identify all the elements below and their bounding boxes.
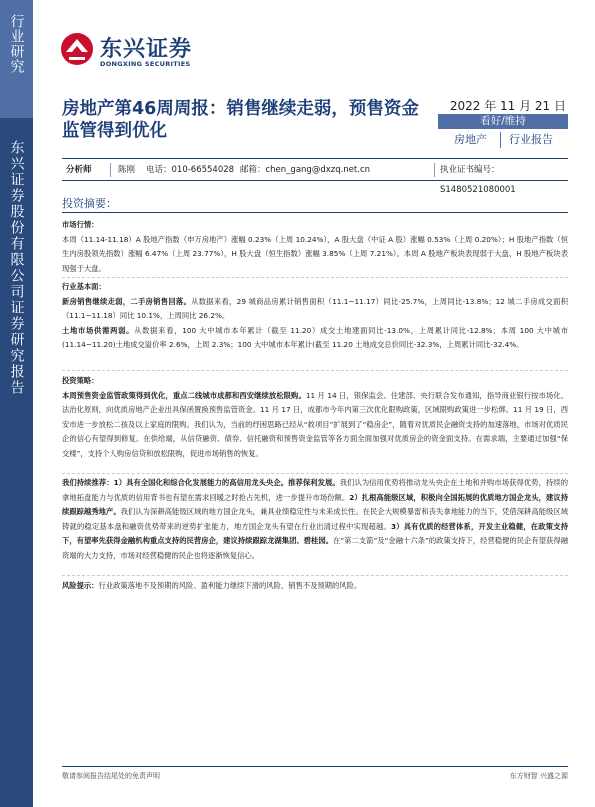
industry-heading: 行业基本面： <box>62 282 106 291</box>
company-logo <box>60 30 230 78</box>
analyst-label: 分析师 <box>66 165 92 175</box>
analyst-license: 执业证书编号：S1480521080001 <box>440 165 516 195</box>
industry-tag: 房地产 <box>454 133 487 146</box>
divider <box>62 180 568 181</box>
industry-p1-lead: 新房销售继续走弱，二手房销售回落。 <box>62 296 192 306</box>
sidebar-company-label: 东兴证券股份有限公司证券研究报告 <box>8 140 25 396</box>
risk-body: 行业政策落地不及预期的风险、盈利能力继续下滑的风险、销售不及预期的风险。 <box>98 581 362 590</box>
divider <box>62 277 568 278</box>
market-section <box>62 218 568 276</box>
sidebar-category-label: 行业研究 <box>8 14 25 74</box>
report-type-tag: 行业报告 <box>500 132 553 148</box>
analyst-phone: 电话：010-66554028 <box>146 165 235 175</box>
strategy-heading: 投资策略： <box>62 376 99 385</box>
rating-badge: 看好/维持 <box>438 114 568 129</box>
market-body: 本周（11.14-11.18）A 股地产指数（申万房地产）涨幅 0.23%（上周 10.24%），A 股大盘（中证 A 股）涨幅 0.53%（上周 0.20%）；H 股地产指数（恒生内房股领先指数）涨幅 6.47%（上周 23.77%），H 股大盘（恒生指数）涨幅 3.85%（上周 7.21%）。本周 A 股地产板块表现弱于大盘、H 股地产板块表现强于大盘。 <box>62 234 568 273</box>
industry-section <box>62 280 568 353</box>
divider <box>62 158 568 159</box>
industry-p1-text: 从数据来看，29 城商品房累计销售面积（11.1~11.17）同比-25.7%，上周同比-13.8%；12 城二手房成交面积（11.1~11.18）同比 10.1%，上周同比 26.2%。 <box>62 296 568 320</box>
industry-paragraph-2 <box>62 324 568 353</box>
strategy-paragraph <box>62 389 568 462</box>
strategy-section <box>62 374 568 461</box>
industry-p2-text: 从数据来看，100 大中城市本年累计（截至 11.20）成交土地建面同比-13.0%，上周累计同比-12.8%；本周 100 大中城市(11.14~11.20)土地成交溢价率 2.6%，上周 2.3%；100 大中城市本年累计(截至 11.20 土地成交总价同比-32.3%，上周累计同比-32.4%。 <box>62 325 568 349</box>
picks-paragraph <box>62 476 568 563</box>
risk-heading: 风险提示： <box>62 581 99 590</box>
divider <box>62 473 568 474</box>
picks-section <box>62 476 568 563</box>
divider <box>62 212 568 213</box>
footer-divider <box>62 766 568 767</box>
report-date: 2022 年 11 月 21 日 <box>449 99 566 113</box>
report-title: 房地产第46周周报：销售继续走弱，预售资金监管得到优化 <box>62 99 419 141</box>
strategy-lead: 本周预售资金监管政策得到优化，重点二线城市成都和西安继续放松限购。 <box>62 390 306 400</box>
picks-lead-1: 我们持续推荐：1）具有全国化和综合化发展能力的高信用龙头央企。推荐保利发展。 <box>62 478 340 487</box>
divider <box>62 575 568 576</box>
picks-text-3: 在“第二支箭”及“金融十六条”的政策支持下，经营稳健的民企有望获得融资端的大力支持，市场对经营稳健的民企也将逐渐恢复信心。 <box>62 536 568 560</box>
strategy-text: 11 月 14 日，银保监会、住建部、央行联合发布通知，指导商业银行按市场化、法治化原则，向优质房地产企业出具保函置换预售监管资金。11 月 17 日，成都市今年内第三次优化限购政策，区域限购政策进一步松绑。11 月 19 日，西安市进一步放松二孩及以上家庭的限购。我们认为，当前的纾困思路已经从“救项目”扩展到了“稳房企”，随着对优质民企融资支持的加速落地，市场对优质民企的信心有望得到修复。在供给端，从信贷融资、债券、信托融资和预售资金监管等各方面全面加强对优质房企的资金面支持。在需求端，主要通过加强“保交楼”，支持个人购房信贷和放松限购，促进市场销售的恢复。 <box>62 390 569 458</box>
logo-name-en: DONGXING SECURITIES <box>100 60 191 68</box>
analyst-info-row <box>62 160 568 195</box>
rating-box <box>438 114 568 150</box>
footer-disclaimer: 敬请参阅报告结尾处的免责声明 <box>62 772 160 780</box>
divider <box>110 163 111 177</box>
picks-lead-2: 2）扎根高能级区域，积极向全国拓展的优质地方国企龙头，建议持续跟踪越秀地产。 <box>62 492 569 516</box>
picks-text-1: 我们认为信用优势将推动龙头央企在土地和并购市场获得优势，持续的拿地拓盘能力与优质的信用背书也有望在需求回暖之时抢占先机，进一步提升市场份额。 <box>62 478 569 502</box>
industry-p2-lead: 土地市场供需两弱。 <box>62 325 135 335</box>
analyst-name: 陈刚 <box>118 165 136 175</box>
divider <box>434 163 435 177</box>
sidebar <box>0 0 33 807</box>
market-heading: 市场行情： <box>62 220 99 229</box>
logo-mark-icon <box>60 32 94 66</box>
industry-paragraph-1 <box>62 295 568 324</box>
picks-text-2: 我们认为深耕高能级区域的地方国企龙头，兼具业绩稳定性与未来成长性。在民企大规模暴雷和丧失拿地能力的当下，凭借深耕高能级区域铸就的稳定基本盘和融资优势带来的逆势扩张能力，地方国企龙头有望在行业出清过程中实现超越。 <box>62 507 568 531</box>
divider <box>62 370 568 371</box>
analyst-email: 邮箱：chen_gang@dxzq.net.cn <box>240 165 371 175</box>
risk-section <box>62 579 568 594</box>
abstract-heading: 投资摘要： <box>62 197 117 210</box>
logo-name-cn: 东兴证券 <box>100 37 193 62</box>
footer-slogan: 东方财智 兴盛之源 <box>509 772 568 780</box>
picks-lead-3: 3）具有优质的经营体系，开发主业稳健，在政策支持下，有望率先获得金融机构重点支持的民营房企，建议持续跟踪龙湖集团、碧桂园。 <box>62 521 569 545</box>
